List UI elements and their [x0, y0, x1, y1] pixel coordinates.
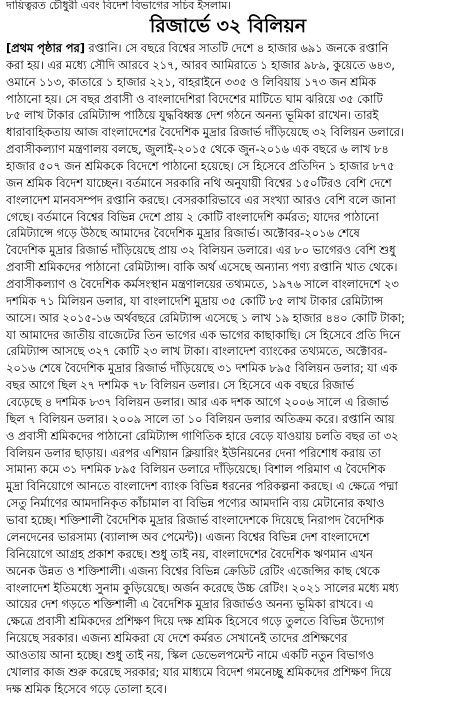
article-line: করা হয়। এর মধ্যে সৌদি আরবে ২১৭, আরব আমিরাতে ১ হাজার ৯৮৯, কুয়েতে ৬৪৩, — [6, 57, 395, 72]
article-line: রেমিট্যান্সে গড়ে উঠছে আমাদের বৈদেশিক মুদ্রার রিজার্ভ। অক্টোবর-২০১৬ শেষে — [6, 226, 360, 241]
article-line: ছিল ৭ বিলিয়ন ডলার। ২০০৯ সালে তা ১০ বিলিয়ন ডলার অতিক্রম করে। রপ্তানি আয় — [6, 411, 395, 426]
article-line: সামান্য কমে ৩১ দশমিক ৮৯৫ বিলিয়ন ডলারে দাঁড়িয়েছে। বিশাল পরিমাণ এ বৈদেশিক — [6, 462, 386, 477]
article-headline: রিজার্ভে ৩২ বিলিয়ন — [149, 15, 307, 37]
article-line: ধারাবাহিকতায় আজ বাংলাদেশের বৈদেশিক মুদ্রার রিজার্ভ দাঁড়িয়েছে ৩২ বিলিয়ন ডলারে। — [6, 125, 404, 140]
article-line: বছর আগে ছিল ২৭ দশমিক ৭৮ বিলিয়ন ডলার। সে হিসেবে এক বছরে রিজার্ভ — [6, 378, 354, 393]
article-line: বেড়েছে ৪ দশমিক ৮৩৭ বিলিয়ন ডলার। আর এক দশক আগে ২০০৬ সালে এ রিজার্ভ — [6, 395, 389, 410]
article-line: আয়ের দেশ গড়তে শক্তিশালী এ বৈদেশিক মুদ্রার রিজার্ভও অনন্য ভূমিকা রাখবে। এ — [6, 597, 374, 612]
article-line: মুদ্রা বিনিয়োগে আনতে বাংলাদেশ ব্যাংক বিভিন্ন ধরনের পরিকল্পনা করছে। এ ক্ষেত্রে পদ্মা — [6, 479, 398, 494]
article-first-line — [6, 40, 452, 57]
article-lines — [6, 57, 452, 698]
article-line: নিয়েছে সরকার। এজন্য শ্রমিকরা যে দেশে কর্মরত সেখানেই তাদের প্রশিক্ষণের — [6, 631, 348, 646]
article-line: হাজার ৫০৭ জন শ্রমিককে বিদেশে পাঠানো হয়েছে। সে হিসেবে প্রতিদিন ১ হাজার ৮৭৫ — [6, 159, 395, 174]
article-line: দক্ষ শ্রমিক হিসেবে গড়ে তোলা হবে। — [6, 681, 167, 696]
article-body — [6, 40, 452, 721]
article-line: আসে। আর ২০১৫-১৬ অর্থবছরে রেমিট্যান্স এসেছে ১ লাখ ১৯ হাজার ৪৪০ কোটি টাকা; — [6, 310, 405, 325]
article-line: ২০১৬ শেষে বৈদেশিক মুদ্রার রিজার্ভ দাঁড়িয়েছে ৩১ দশমিক ৮৯৫ বিলিয়ন ডলার; যা এক — [6, 361, 398, 376]
article-line: খোলার কাজ শুরু করেছে সরকার; যার মাধ্যমে বিদেশ গমনেচ্ছু শ্রমিকদের প্রশিক্ষণ দিয়ে — [6, 664, 392, 679]
first-line-text: রপ্তানি। সে বছরে বিশ্বের সাতটি দেশে ৪ হাজার ৬৯১ জনকে রপ্তানি — [84, 41, 389, 55]
article-line: ৮৫ লাখ টাকার রেমিট্যান্স পাঠিয়ে যুদ্ধবিধ্বস্ত দেশ গঠনে অনন্য ভূমিকা রাখেন। তারই — [6, 108, 379, 123]
article-line: জন শ্রমিক বিদেশ যাচ্ছেন। বর্তমানে সরকারি নথি অনুযায়ী বিশ্বের ১৫০টিরও বেশি দেশে — [6, 175, 392, 190]
article-line: ও প্রবাসী শ্রমিকদের পাঠানো রেমিট্যান্স গাণিতিক হারে বেড়ে যাওয়ায় চলতি বছর তা ৩২ — [6, 428, 399, 443]
article-line: ক্ষেত্রে প্রবাসী শ্রমিকদের প্রশিক্ষণ দিয়ে দক্ষ শ্রমিক হিসেবে গড়ে তুলতে বিভিন্ন উদ্যোগ — [6, 614, 385, 629]
article-line: প্রবাসীকল্যাণ ও বৈদেশিক কর্মসংস্থান মন্ত্রণালয়ের তথ্যমতে, ১৯৭৬ সালে বাংলাদেশে ২৩ — [6, 277, 399, 292]
article-line: বাংলাদেশ ইতিমধ্যে সুনাম কুড়িয়েছে। অর্জন করেছে উচ্চ রেটিং। ২০২১ সালের মধ্যে মধ্য — [6, 580, 399, 595]
article-line: লেনদেনের ভারসাম্য (ব্যালান্স অব পেমেন্ট)। এজন্য বিশ্বের বিভিন্ন দেশ বাংলাদেশে — [6, 529, 370, 544]
article-line: রেমিট্যান্স আসছে ৩২৭ কোটি ২৩ লাখ টাকা। বাংলাদেশ ব্যাংকের তথ্যমতে, অক্টোবর- — [6, 344, 388, 359]
article-line: আওতায় আনা হচ্ছে। শুধু তাই নয়, স্কিল ডেভেলপমেন্ট নামে একটি নতুন বিভাগও — [6, 647, 375, 662]
article-line: ওমানে ১১৩, কাতারে ১ হাজার ২২১, বাহরাইনে ৩৩৫ ও লিবিয়ায় ১৭৩ জন শ্রমিক — [6, 74, 377, 89]
continuation-lead-in: [প্রথম পৃষ্ঠার পর] — [6, 41, 85, 55]
article-line: দশমিক ৭১ মিলিয়ন ডলার, যা বাংলাদেশি মুদ্রায় ৩৫ কোটি ৮৫ লাখ টাকার রেমিট্যান্স — [6, 293, 383, 308]
article-line: বিলিয়ন ডলার ছাড়ায়। এরপর এশিয়ান ক্লিয়ারিং ইউনিয়নের দেনা পরিশোধ করায় তা — [6, 445, 381, 460]
article-line: বাংলাদেশ মানবসম্পদ রপ্তানি করছে। বেসরকারিভাবে এর সংখ্যা আরও বেশি বলে জানা — [6, 192, 396, 207]
article-line: ভাবা হচ্ছে। শক্তিশালী বৈদেশিক মুদ্রার রিজার্ভ বাংলাদেশকে দিয়েছে নিরাপদ বৈদেশিক — [6, 513, 384, 528]
article-line: প্রবাসী শ্রমিকদের পাঠানো রেমিট্যান্স। বাকি অর্থ এসেছে অন্যান্য পণ্য রপ্তানি খাত থেকে। — [6, 260, 398, 275]
previous-article-tail: দায়িত্বরত চৌধুরী এবং বিদেশ বিভাগের সচিব ইসলাম। — [6, 0, 231, 12]
article-line: বৈদেশিক মুদ্রার রিজার্ভ দাঁড়িয়েছে প্রায় ৩২ বিলিয়ন ডলারে। এর ৮০ ভাগেরও বেশি শুধু — [6, 243, 396, 258]
article-line: বিনিয়োগে আগ্রহ প্রকাশ করছে। শুধু তাই নয়, বাংলাদেশের বৈদেশিক ঋণমান এখন — [6, 546, 373, 561]
article-line: প্রবাসীকল্যাণ মন্ত্রণালয় বলছে, জুলাই-২০১৫ থেকে জুন-২০১৬ এক বছরে ৬ লাখ ৮৪ — [6, 142, 389, 157]
article-line: যা আমাদের জাতীয় বাজেটের তিন ভাগের এক ভাগের কাছাকাছি। সে হিসেবে প্রতি দিনে — [6, 327, 401, 342]
article-line: সেতু নির্মাণের আমদানিকৃত কাঁচামাল বা বিভিন্ন পণ্যের আমদানি ব্যয় মেটানোর কথাও — [6, 496, 385, 511]
article-line: পাঠানো হয়। সে বছর প্রবাসী ও বাংলাদেশিরা বিদেশের মাটিতে ঘাম ঝরিয়ে ৩৫ কোটি — [6, 91, 383, 106]
article-line: গেছে। বর্তমানে বিশ্বের বিভিন্ন দেশে প্রায় ২ কোটি বাংলাদেশি কর্মরত; যাদের পাঠানো — [6, 209, 379, 224]
article-line: অনেক উন্নত ও শক্তিশালী। এজন্য বিশ্বের বিভিন্ন ক্রেডিট রেটিং এজেন্সির কাছ থেকে — [6, 563, 380, 578]
